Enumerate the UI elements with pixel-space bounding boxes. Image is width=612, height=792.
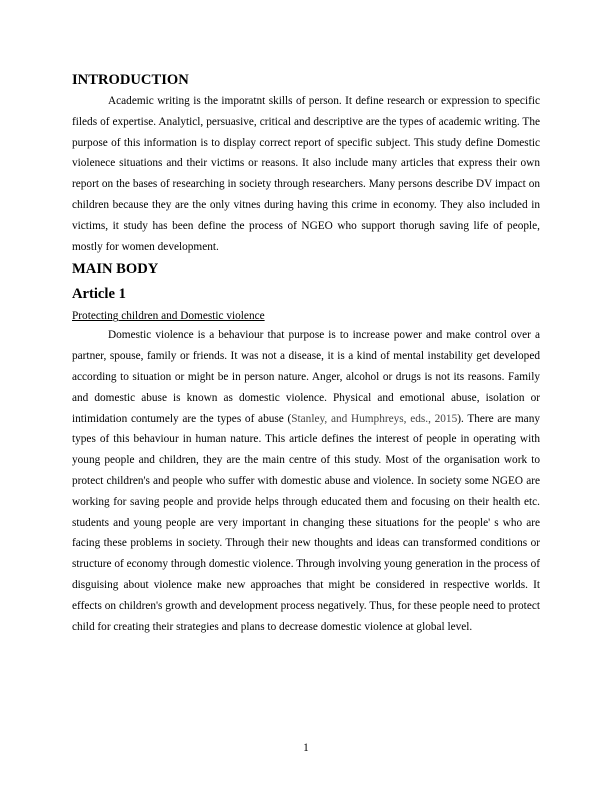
article-text-before-citation: Domestic violence is a behaviour that purpose is to increase power and make control over a partner, spouse, family or friends. It was not a disease, it is a kind of mental instability get developed according to situation or might be in person nature. Anger, alcohol or drugs is not its reasons. Family and domestic abuse is known as domestic violence. Physical and emotional abuse, isolation or intimidation contumely are the types of abuse (	[72, 329, 540, 425]
page-content	[72, 70, 540, 637]
article-text-after-citation: ). There are many types of this behaviour in human nature. This article defines the interest of people in operating with young people and children, they are the main centre of this study. Most of the organisation work to protect children's and people who suffer with domestic abuse and violence. In society some NGEO are working for saving people and provide helps through educated them and focusing on their health etc. students and young people are very important in changing these situations for the people' s who are facing these problems in society. Through their new thoughts and ideas can transformed conditions or structure of economy through domestic violence. Through involving young generation in the process of disguising about violence make new approaches that might be considered in respective worlds. It effects on children's growth and development process negatively. Thus, for these people need to protect child for creating their strategies and plans to decrease domestic violence at global level.	[72, 412, 540, 633]
article-subtitle: Protecting children and Domestic violence	[72, 310, 265, 323]
introduction-heading: INTRODUCTION	[72, 72, 189, 88]
article-paragraph	[72, 325, 540, 637]
article-title: Article 1	[72, 286, 126, 303]
introduction-paragraph: Academic writing is the imporatnt skills of person. It define research or expression to specific fileds of expertise. Analyticl, persuasive, critical and descriptive are the types of academic writing. The purpose of this information is to display correct report of specific subject. This study define Domestic violenece situations and their victims or reasons. It also include many articles that express their own report on the bases of researching in society through researchers. Many persons describe DV impact on children because they are the only vitnes during having this crime in economy. They also included in victims, it study has been define the process of NGEO who support thorugh saving life of people, mostly for women development.	[72, 95, 540, 253]
page-number: 1	[303, 742, 309, 754]
main-body-heading: MAIN BODY	[72, 261, 159, 278]
article-citation: Stanley, and Humphreys, eds., 2015	[291, 412, 458, 425]
